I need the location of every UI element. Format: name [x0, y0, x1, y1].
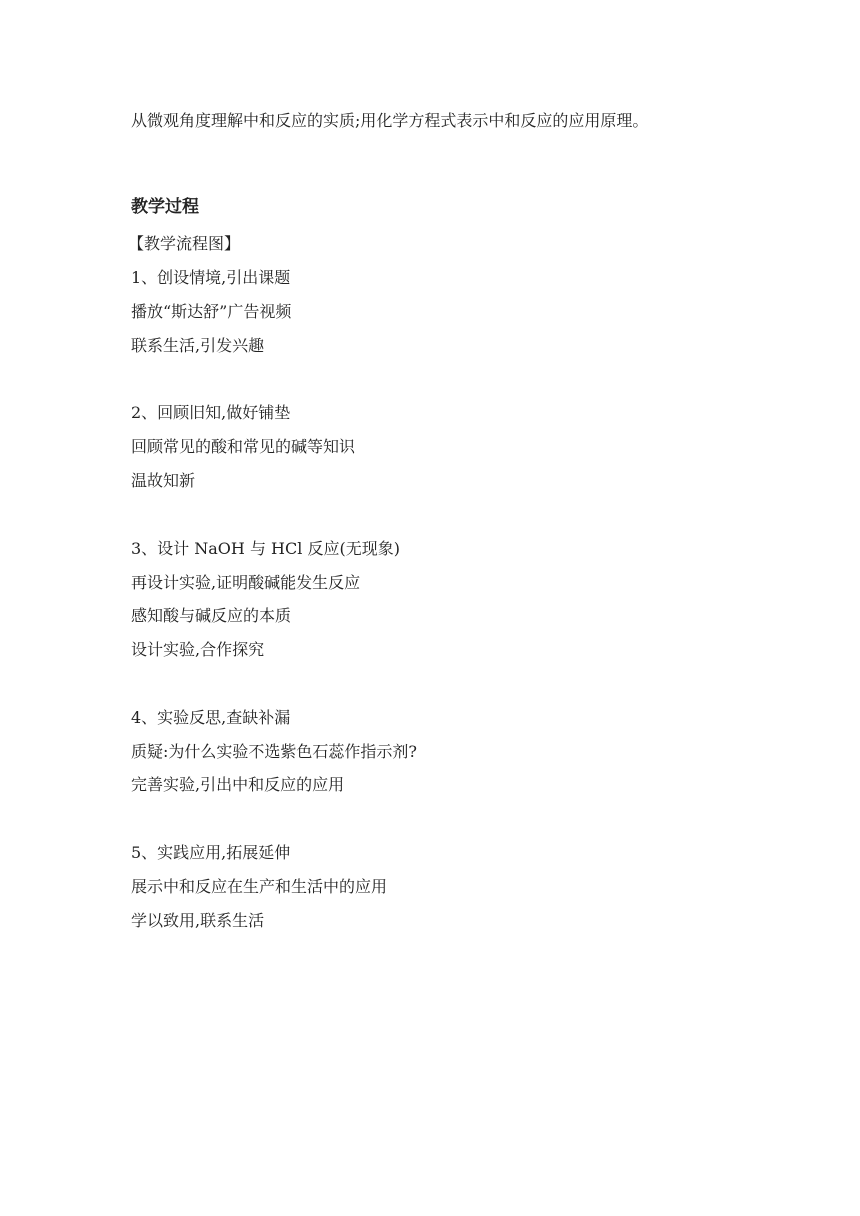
step-5-line-1: 展示中和反应在生产和生活中的应用 — [131, 877, 388, 896]
step-3-line-3: 设计实验,合作探究 — [131, 640, 265, 659]
section-heading: 教学过程 — [131, 197, 199, 217]
step-3-title: 3、设计 NaOH 与 HCl 反应(无现象) — [131, 539, 400, 558]
step-2-line-2: 温故知新 — [131, 471, 196, 490]
flowchart-label: 【教学流程图】 — [128, 234, 241, 253]
step-2-line-1: 回顾常见的酸和常见的碱等知识 — [131, 437, 356, 456]
step-1-title: 1、创设情境,引出课题 — [131, 268, 291, 287]
step-5-title: 5、实践应用,拓展延伸 — [131, 843, 291, 862]
step-5-line-2: 学以致用,联系生活 — [131, 911, 265, 930]
step-4-title: 4、实验反思,查缺补漏 — [131, 708, 291, 727]
step-4-line-2: 完善实验,引出中和反应的应用 — [131, 775, 345, 794]
step-4-line-1: 质疑:为什么实验不选紫色石蕊作指示剂? — [131, 742, 417, 761]
step-3-line-2: 感知酸与碱反应的本质 — [131, 606, 292, 625]
step-1-line-1: 播放“斯达舒”广告视频 — [131, 302, 292, 321]
step-3-line-1: 再设计实验,证明酸碱能发生反应 — [131, 573, 361, 592]
intro-paragraph: 从微观角度理解中和反应的实质;用化学方程式表示中和反应的应用原理。 — [131, 111, 649, 130]
step-2-title: 2、回顾旧知,做好铺垫 — [131, 403, 291, 422]
step-1-line-2: 联系生活,引发兴趣 — [131, 336, 265, 355]
